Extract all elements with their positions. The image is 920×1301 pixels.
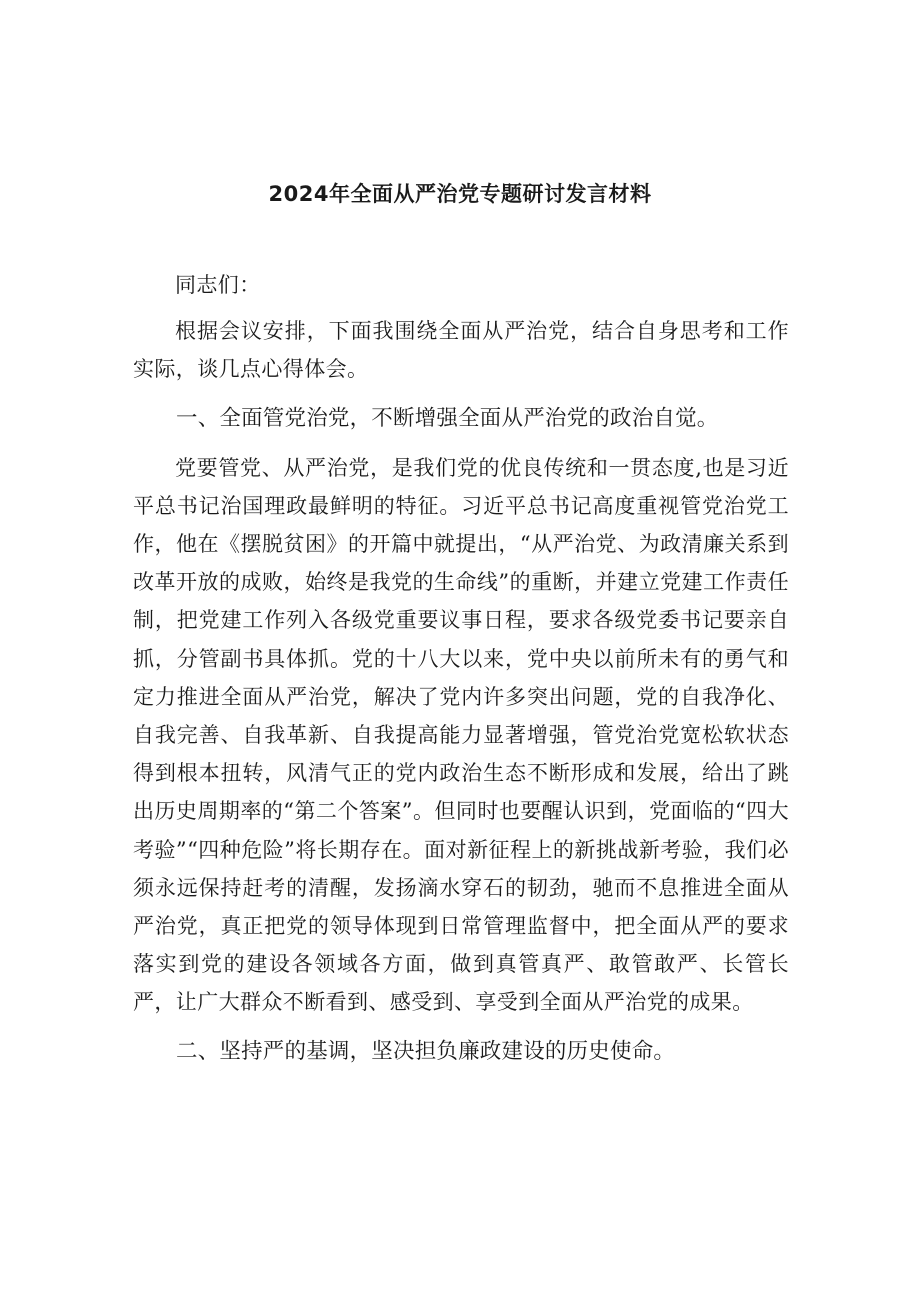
salutation: 同志们： xyxy=(175,273,261,297)
document-body xyxy=(133,266,789,1082)
section-body-1: 党要管党、从严治党，是我们党的优良传统和一贯态度,也是习近平总书记治国理政最鲜明的特征。习近平总书记高度重视管党治党工作，他在《摆脱贫困》的开篇中就提出，“从严治党、为政清廉关系到改革开放的成败，始终是我党的生命线”的重断，并建立党建工作责任制，把党建工作列入各级党重要议事日程，要求各级党委书记要亲自抓，分管副书具体抓。党的十八大以来，党中央以前所未有的勇气和定力推进全面从严治党，解决了党内许多突出问题，党的自我净化、自我完善、自我革新、自我提高能力显著增强，管党治党宽松软状态得到根本扭转，风清气正的党内政治生态不断形成和发展，给出了跳出历史周期率的“第二个答案”。但同时也要醒认识到，党面临的“四大考验”“四种危险”将长期存在。面对新征程上的新挑战新考验，我们必须永远保持赶考的清醒，发扬滴水穿石的韧劲，驰而不息推进全面从严治党，真正把党的领导体现到日常管理监督中，把全面从严的要求落实到党的建设各领域各方面，做到真管真严、敢管敢严、长管长严，让广大群众不断看到、感受到、享受到全面从严治党的成果。 xyxy=(133,455,789,1015)
section-heading-1: 一、全面管党治党，不断增强全面从严治党的政治自觉。 xyxy=(176,405,719,431)
page-title: 2024年全面从严治党专题研讨发言材料 xyxy=(268,182,652,206)
intro-paragraph: 根据会议安排，下面我围绕全面从严治党，结合自身思考和工作实际，谈几点心得体会。 xyxy=(133,319,789,382)
section-heading-2: 二、坚持严的基调，坚决担负廉政建设的历史使命。 xyxy=(176,1038,676,1064)
